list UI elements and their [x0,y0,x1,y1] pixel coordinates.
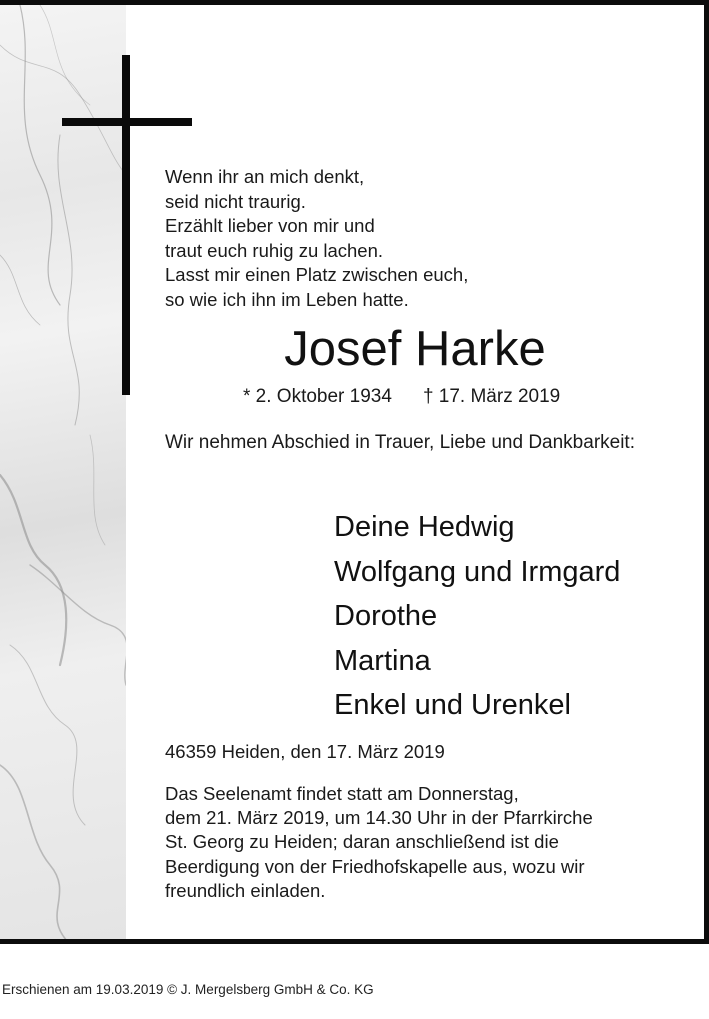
mourner: Martina [334,644,431,677]
mourner: Enkel und Urenkel [334,689,571,721]
life-dates [243,385,560,409]
death-date: † 17. März 2019 [422,386,561,407]
poem [165,165,468,313]
marble-veins [0,5,126,944]
birth-date: * 2. Oktober 1934 [243,386,392,407]
mourner: Wolfgang und Irmgard [334,555,621,588]
cross-icon-horizontal [62,118,192,126]
publication-footer: Erschienen am 19.03.2019 © J. Mergelsberg GmbH & Co. KG [2,982,374,997]
mourner: Deine Hedwig [334,511,515,543]
mourner: Dorothe [334,600,438,632]
poem-line: traut euch ruhig zu lachen. [165,239,384,261]
cross-icon-vertical [122,55,130,395]
service-info [165,782,593,903]
farewell-text: Wir nehmen Abschied in Trauer, Liebe und Dankbarkeit: [165,432,635,453]
poem-line: Wenn ihr an mich denkt, [165,166,365,187]
place-date: 46359 Heiden, den 17. März 2019 [165,741,445,762]
service-line: St. Georg zu Heiden; daran anschließend ist die [165,831,559,853]
marble-strip-decoration [0,5,126,944]
service-line: Das Seelenamt findet statt am Donnerstag, [165,783,519,804]
service-line: Beerdigung von der Friedhofskapelle aus, wozu wir [165,855,585,877]
poem-line: seid nicht traurig. [165,190,306,212]
poem-line: Lasst mir einen Platz zwischen euch, [165,264,469,286]
poem-line: so wie ich ihn im Leben hatte. [165,288,409,310]
poem-line: Erzählt lieber von mir und [165,215,375,237]
mourners-list [334,505,620,728]
service-line: freundlich einladen. [165,879,326,901]
service-line: dem 21. März 2019, um 14.30 Uhr in der Pfarrkirche [165,807,593,829]
deceased-name: Josef Harke [284,322,546,376]
